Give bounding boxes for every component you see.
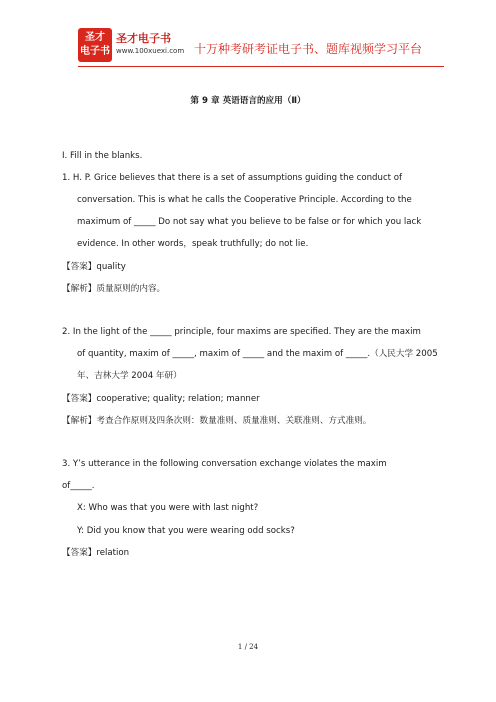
site-url: www.100xuexi.com bbox=[116, 47, 185, 55]
question-3-line-2: of_____. bbox=[62, 481, 95, 491]
logo bbox=[78, 28, 112, 62]
brand-name: 圣才电子书 bbox=[116, 32, 171, 45]
question-1-line-4: evidence. In other words，speak truthfully; do not lie. bbox=[77, 239, 309, 249]
page-number: 1 / 24 bbox=[237, 643, 259, 651]
answer-2: 【答案】cooperative; quality; relation; manner bbox=[62, 394, 260, 404]
header-slogan: 十万种考研考证电子书、题库视频学习平台 bbox=[194, 42, 423, 56]
question-2-line-1: 2. In the light of the _____ principle, four maxims are specified. They are the maxim bbox=[62, 327, 421, 337]
explanation-1: 【解析】质量原则的内容。 bbox=[62, 284, 166, 294]
logo-text-top: 圣才 bbox=[85, 32, 105, 43]
section-heading: I. Fill in the blanks. bbox=[62, 151, 143, 161]
header-divider bbox=[78, 66, 444, 67]
question-1-line-1: 1. H. P. Grice believes that there is a set of assumptions guiding the conduct of bbox=[62, 173, 403, 183]
question-3-line-1: 3. Y’s utterance in the following conversation exchange violates the maxim bbox=[62, 459, 387, 469]
explanation-2: 【解析】考查合作原则及四条次则：数量准则、质量准则、关联准则、方式准则。 bbox=[62, 416, 372, 426]
question-1-line-2: conversation. This is what he calls the Cooperative Principle. According to the bbox=[77, 195, 412, 205]
question-2-line-3: 年、吉林大学 2004 年研） bbox=[77, 371, 182, 381]
dialogue-y: Y: Did you know that you were wearing odd socks? bbox=[77, 526, 295, 536]
question-1-line-3: maximum of _____ Do not say what you believe to be false or for which you lack bbox=[77, 217, 422, 227]
answer-3: 【答案】relation bbox=[62, 548, 130, 558]
logo-text-bottom: 电子书 bbox=[80, 46, 110, 57]
page-header bbox=[0, 0, 496, 70]
dialogue-x: X: Who was that you were with last night? bbox=[77, 503, 259, 513]
question-2-line-2: of quantity, maxim of _____, maxim of _____ and the maxim of _____.（人民大学 2005 bbox=[77, 349, 438, 359]
chapter-title: 第 9 章 英语语言的应用（Ⅱ） bbox=[190, 96, 306, 106]
answer-1: 【答案】quality bbox=[62, 262, 126, 272]
